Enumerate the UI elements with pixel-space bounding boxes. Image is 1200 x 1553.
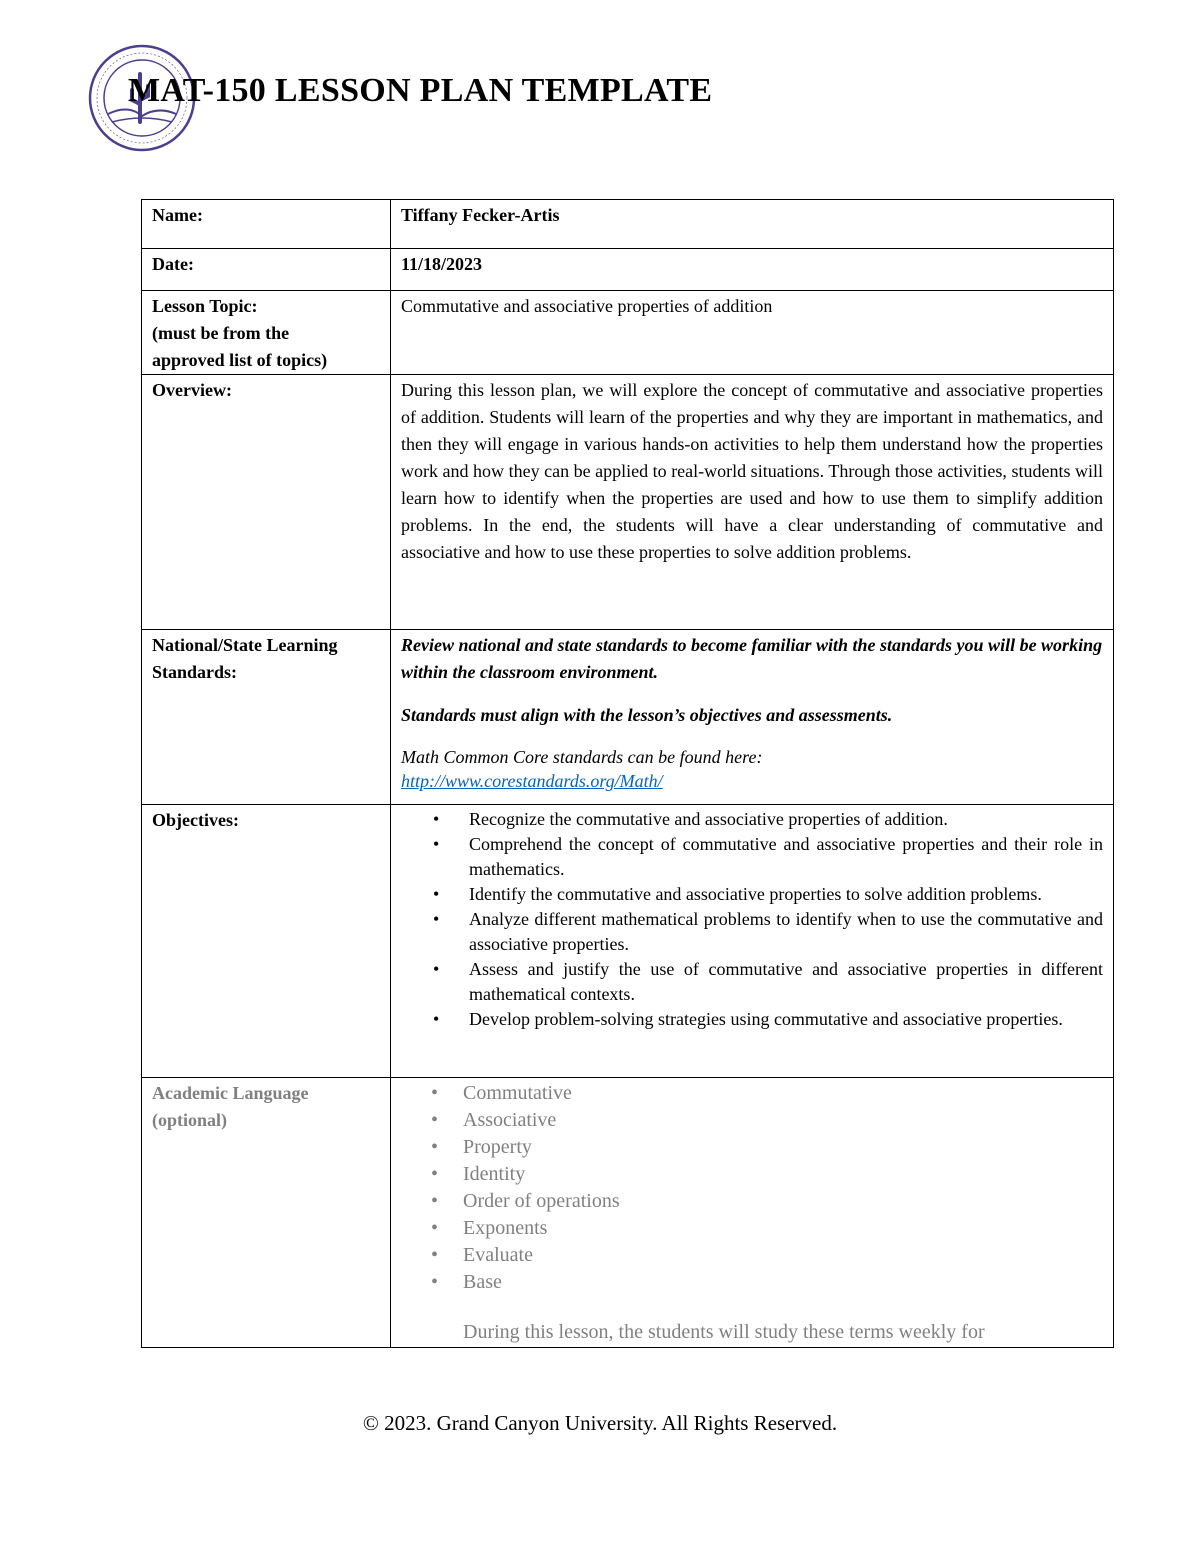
objectives-list (401, 807, 1103, 1032)
list-item: • Identify the commutative and associative properties to solve addition problems. (469, 882, 1103, 907)
standards-alignment-note: Standards must align with the lesson’s objectives and assessments. (401, 705, 893, 725)
standards-label-line: Standards: (152, 662, 238, 682)
overview-text: During this lesson plan, we will explore the concept of commutative and associative properties of addition. Students will learn of the properties and why they are important in mathematics, and then they will engage in various hands-on activities to help them understand how the properties work and how they can be applied to real-world situations. Through those activities, students will learn how to identify when the properties are used and how to use them to simplify addition problems. In the end, the students will have a clear understanding of commutative and associative and how to use these properties to solve addition problems. (391, 375, 1114, 630)
list-item: • Exponents (463, 1215, 1103, 1242)
table-row-standards (142, 630, 1114, 805)
name-label: Name: (142, 200, 391, 249)
list-item: • Property (463, 1134, 1103, 1161)
date-value: 11/18/2023 (391, 249, 1114, 291)
copyright-footer: © 2023. Grand Canyon University. All Rights Reserved. (362, 1411, 838, 1435)
common-core-link[interactable]: http://www.corestandards.org/Math/ (401, 771, 663, 791)
objectives-label: Objectives: (142, 805, 391, 1078)
list-item: • Develop problem-solving strategies using commutative and associative properties. (469, 1007, 1103, 1032)
vocabulary-list (401, 1080, 1103, 1296)
lesson-plan-table (141, 199, 1114, 1348)
academic-language-cell (391, 1078, 1114, 1348)
overview-label: Overview: (142, 375, 391, 630)
table-row-academic-language (142, 1078, 1114, 1348)
name-value: Tiffany Fecker-Artis (391, 200, 1114, 249)
topic-label (142, 291, 391, 375)
standards-reference-text: Math Common Core standards can be found here: (401, 747, 763, 767)
table-row-objectives (142, 805, 1114, 1078)
standards-reference (401, 745, 1103, 793)
document-title: MAT-150 LESSON PLAN TEMPLATE (128, 72, 713, 109)
academic-language-label-line: Academic Language (152, 1083, 309, 1103)
academic-language-label-line: (optional) (152, 1110, 228, 1130)
table-row-name (142, 200, 1114, 249)
standards-cell (391, 630, 1114, 805)
topic-label-line: approved list of topics) (152, 350, 328, 370)
table-row-date (142, 249, 1114, 291)
list-item: • Order of operations (463, 1188, 1103, 1215)
standards-intro: Review national and state standards to become familiar with the standards you will be working within the classroom environment. (401, 635, 1103, 682)
topic-value: Commutative and associative properties of addition (391, 291, 1114, 375)
list-item: • Commutative (463, 1080, 1103, 1107)
list-item: • Analyze different mathematical problems to identify when to use the commutative and associative properties. (469, 907, 1103, 957)
topic-label-line: Lesson Topic: (152, 296, 258, 316)
academic-language-label (142, 1078, 391, 1348)
table-row-overview (142, 375, 1114, 630)
standards-label (142, 630, 391, 805)
vocabulary-note: During this lesson, the students will study these terms weekly for (463, 1321, 985, 1343)
topic-label-line: (must be from the (152, 323, 290, 343)
list-item: • Identity (463, 1161, 1103, 1188)
list-item: • Evaluate (463, 1242, 1103, 1269)
table-row-topic (142, 291, 1114, 375)
list-item: • Assess and justify the use of commutative and associative properties in different mathematical contexts. (469, 957, 1103, 1007)
date-label: Date: (142, 249, 391, 291)
list-item: • Base (463, 1269, 1103, 1296)
list-item: • Associative (463, 1107, 1103, 1134)
list-item: • Comprehend the concept of commutative and associative properties and their role in mathematics. (469, 832, 1103, 882)
standards-label-line: National/State Learning (152, 635, 338, 655)
list-item: • Recognize the commutative and associative properties of addition. (469, 807, 1103, 832)
objectives-cell (391, 805, 1114, 1078)
